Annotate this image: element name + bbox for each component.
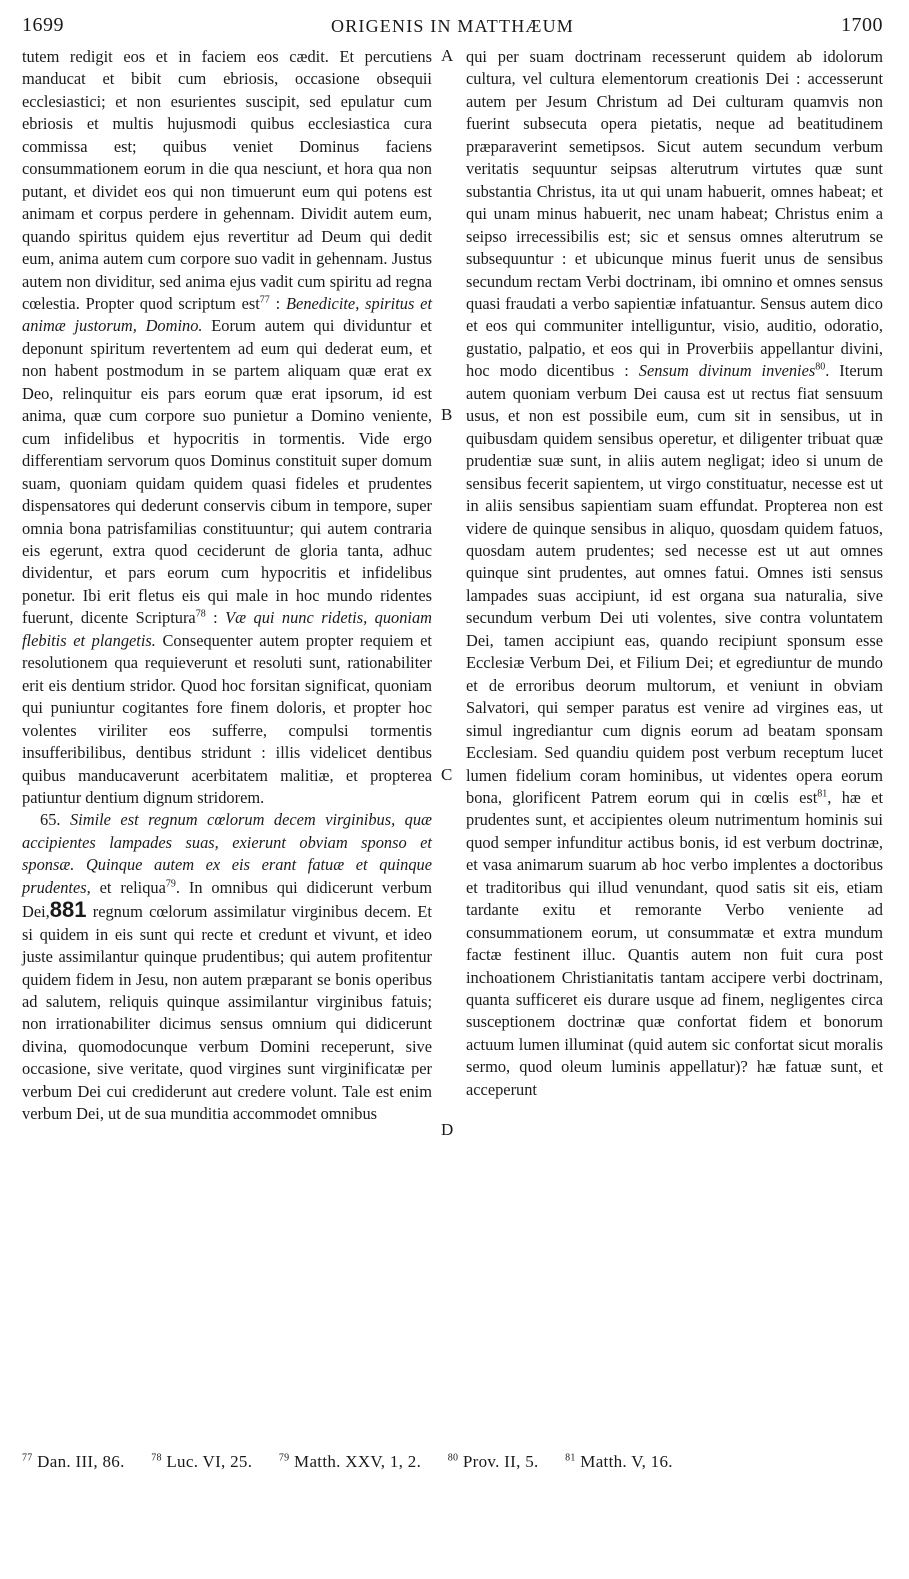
page-number-right: 1700 — [841, 14, 883, 36]
footnote: $^{81}$ Matth. V, 16. — [565, 1452, 673, 1471]
page-number-left: 1699 — [22, 14, 64, 36]
quotation: Væ qui nunc ridetis, quoniam flebitis et plangetis. — [22, 608, 433, 650]
left-column — [22, 46, 432, 1126]
page-header — [22, 14, 883, 42]
right-column — [466, 46, 883, 1101]
section-number: 65. — [40, 810, 61, 830]
footnote-ref-80: 80 — [815, 361, 826, 373]
margin-marker-c: C — [441, 765, 453, 784]
paragraph-right: qui per suam doctrinam recesserunt quidem ab idolorum cultura, vel cultura elementorum creationis Dei : accesserunt autem per Jesum Christum ad Dei culturam quamvis non fuerint subsecuta opera pietatis, neque ad beatitudinem præparaverint semetipsos. Sicut autem secundum verbum veritatis sequuntur seipsas alterutrum virtutes quæ sunt substantia Christus, ita ut qui unam habuerit, omnes habeat; et qui unam minus habuerit, nec unam habeat; Christus enim a seipso irrecessibilis est; sic et sensus omnes alterutrum se subsequuntur : et ubicunque minus fuerit unus de sensibus secundum rectam Verbi doctrinam, ibi omnino et omnes sensus quasi fraudati a verbo sapientiæ infatuantur. Sensus autem dico et eos qui communiter intelliguntur, visio, auditio, odoratio, gustatio, palpatio, et eos qui in Proverbiis appellantur divini, hoc modo dicentibus : Sensum divinum invenies$^{80}$. Iterum autem quoniam verbum Dei causa est ut rectus fiat sensuum usus, et non est possibile eum, cum sit in sensibus, ut in quibusdam quidem sensibus operetur, et diligenter tribuat quæ prudentiæ suæ sunt, in aliis autem negligat; ideo si unum de sensibus fecerit sapientem, ut virgo constituatur, necesse est ut in aliis sensibus sapientiam suam effundat. Propterea non est videre de quinque sensibus in aliquo, quosdam quidem fatuos, quosdam autem prudentes; sed necesse est ut aut omnes quinque sint prudentes, aut omnes fatui. Omnes isti sensus lampades suas accipiunt, id est organa sua naturalia, sive secundum verbum Dei uti volentes, sive contra voluntatem Dei, tamen accipiunt eas, quando recipiunt sponsum esse Ecclesiæ Verbum Dei, et Filium Dei; et egrediuntur de mundo et de erroribus deorum multorum, et veniunt in obviam Salvatori, qui semper paratus est venire ad virgines eas, ut simul ingrediantur cum dignis eorum ad beatam sponsam Ecclesiam. Sed quandiu quidem post verbum receptum lucet lumen fidelium coram hominibus, ut videntes opera eorum bona, glorificent Patrem eorum qui in cœlis est$^{81}$, hæ et prudentes sunt, et accipientes oleum nutrimentum hominis sui quod semper infunditur actibus bonis, id est verbum doctrinæ, et vasa animarum suarum ab hoc verbo implentes a doctoribus et traditoribus qui illud venundant, quod satis sit eis, etiam tardante exitu et remorante Verbo veniente ad consummationem eorum, ut consummatæ et extra mundum factæ festinent illuc. Quantis autem non fuit cura post inchoationem Christianitatis tantam accipere verbi doctrinam, quanta sufficeret eis durare usque ad finem, negligentes circa susceptionem doctrinæ quæ confortat fidem et bonorum actuum lumen illuminat (quid autem sic confortat sicut moralis sermo, quod oleum luminis appellatur)? hæ fatuæ sunt, et acceperunt — [466, 47, 883, 1099]
footnote-ref-77: 77 — [259, 294, 270, 306]
paragraph-64-continued: tutem redigit eos et in faciem eos cædit. Et percutiens manducat et bibit cum ebriosis, occasione obsequii ecclesiastici; et non esurientes suscipit, sed epulatur cum ebriosis et multis hujusmodi quibus ecclesiastica cura commissa est; quibus veniet Dominus faciens consummationem eorum in die qua nesciunt, et hora qua non putant, et dividet eos qui non timuerunt eum qui potens est animam et corpus perdere in gehennam. Dividit autem eum, quando spiritus quidem ejus revertitur ad Deum qui dedit eum, anima autem cum corpore suo vadit in gehennam. Justus autem non dividitur, sed anima ejus vadit cum spiritu ad regna cœlestia. Propter quod scriptum est$^{77}$ : Benedicite, spiritus et animæ justorum, Domino. Eorum autem qui dividuntur et deponunt spiritum revertentem ad eum qui dederat eum, et non habent postmodum in se partem aliquam quæ erat ex Deo, relinquitur eis pars eorum quæ erat ipsorum, id est anima, quæ cum corpore suo punietur a Domino veniente, cum infidelibus et hypocritis in tormentis. Vide ergo differentiam servorum quos Dominus constituit super domum suam, quoniam quidam quidem quasi fideles et prudentes dispensatores qui dederunt conservis cibum in tempore, super omnia bona patrisfamilias constituuntur; qui autem contraria eis egerunt, extra quod ceciderunt de gloria tanta, adhuc dividentur, et pars eorum cum hypocritis et infidelibus ponetur. Ibi erit fletus eis qui male in hoc mundo ridentes fuerunt, dicente Scriptura$^{78}$ : Væ qui nunc ridetis, quoniam flebitis et plangetis. Consequenter autem propter requiem et resolutionem qua requieverunt et resoluti sunt, rationabiliter erit eis dentium stridor. Quod hoc forsitan significat, quoniam qui puniuntur cogitantes fore finem doloris, et propter hoc volentes viriliter eos sufferre, compulsi tormentis insufferibilibus, dentibus stridunt : illis videlicet dentibus quibus manducaverunt acerbitatem malitiæ, et propterea patiuntur dentium dignum stridorem. — [22, 47, 433, 807]
footnote: $^{77}$ Dan. III, 86. — [22, 1452, 125, 1471]
footnote: $^{80}$ Prov. II, 5. — [447, 1452, 539, 1471]
footnote: $^{78}$ Luc. VI, 25. — [151, 1452, 253, 1471]
lemma-quotation: Simile est regnum cœlorum decem virginibus, quæ accipientes lampades suas, exierunt obviam sponso et sponsæ. Quinque autem ex eis erant fatuæ et quinque prudentes, — [22, 810, 432, 897]
margin-marker-b: B — [441, 405, 453, 424]
running-title: ORIGENIS IN MATTHÆUM — [331, 16, 574, 36]
column-number: 881 — [49, 897, 87, 923]
paragraph-65: 65. Simile est regnum cœlorum decem virginibus, quæ accipientes lampades suas, exierunt obviam sponso et sponsæ. Quinque autem ex eis erant fatuæ et quinque prudentes, et reliqua$^{79}$. In omnibus qui didicerunt verbum Dei,881 regnum cœlorum assimilatur virginibus decem. Et si quidem in eis sunt qui recte et credunt et vivunt, et ideo juste assimilantur quinque prudentibus; qui autem profitentur quidem fidem in Jesu, non autem præparant se bonis operibus ad salutem, reliquis quinque assimilantur virginibus fatuis; non irrationabiliter dicimus sensus omnium qui didicerunt divina, quomodocunque verbum Domini receperunt, sive occasione, sive veritate, quod virgines sunt virginificatæ per verbum Dei cui crediderunt aut credere volunt. Tale est enim verbum Dei, ut de sua munditia accommodet omnibus — [22, 810, 433, 1124]
footnote-ref-81: 81 — [817, 788, 828, 800]
margin-marker-d: D — [441, 1120, 454, 1139]
quotation: Benedicite, spiritus et animæ justorum, Domino. — [22, 293, 432, 336]
quotation: Sensum divinum invenies — [638, 361, 816, 381]
footnote-ref-78: 78 — [195, 608, 206, 620]
footnote: $^{79}$ Matth. XXV, 1, 2. — [278, 1452, 422, 1471]
footnote-ref-79: 79 — [165, 878, 176, 890]
margin-marker-a: A — [441, 46, 454, 65]
footnotes — [22, 1452, 889, 1472]
